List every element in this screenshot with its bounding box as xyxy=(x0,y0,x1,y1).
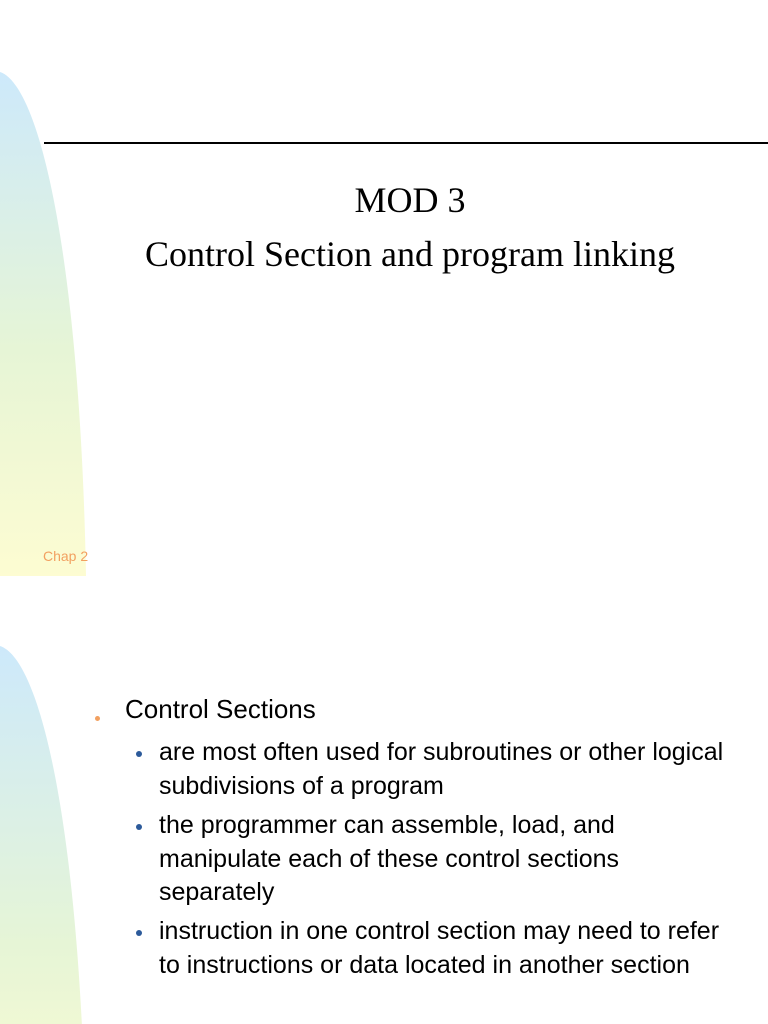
slide-heading: Control Sections xyxy=(125,694,316,724)
title-divider-line xyxy=(44,142,768,144)
bullet-dot xyxy=(95,716,100,721)
bullet-dot xyxy=(136,751,142,757)
bullet-dot xyxy=(136,930,142,936)
slide-title-line1: MOD 3 xyxy=(354,180,466,220)
decorative-wave xyxy=(0,0,100,576)
slide-title-line2: Control Section and program linking xyxy=(145,234,675,274)
bullet-item: instruction in one control section may need to refer to instructions or data located in another section xyxy=(159,917,720,979)
decorative-wave xyxy=(0,624,100,1024)
bullet-item: are most often used for subroutines or other logical subdivisions of a program xyxy=(159,738,724,800)
slide-footer: Chap 2 xyxy=(43,548,89,564)
bullet-dot xyxy=(136,824,142,830)
bullet-item: the programmer can assemble, load, and manipulate each of these control sections separately xyxy=(159,811,619,906)
slide-gap xyxy=(0,576,768,624)
